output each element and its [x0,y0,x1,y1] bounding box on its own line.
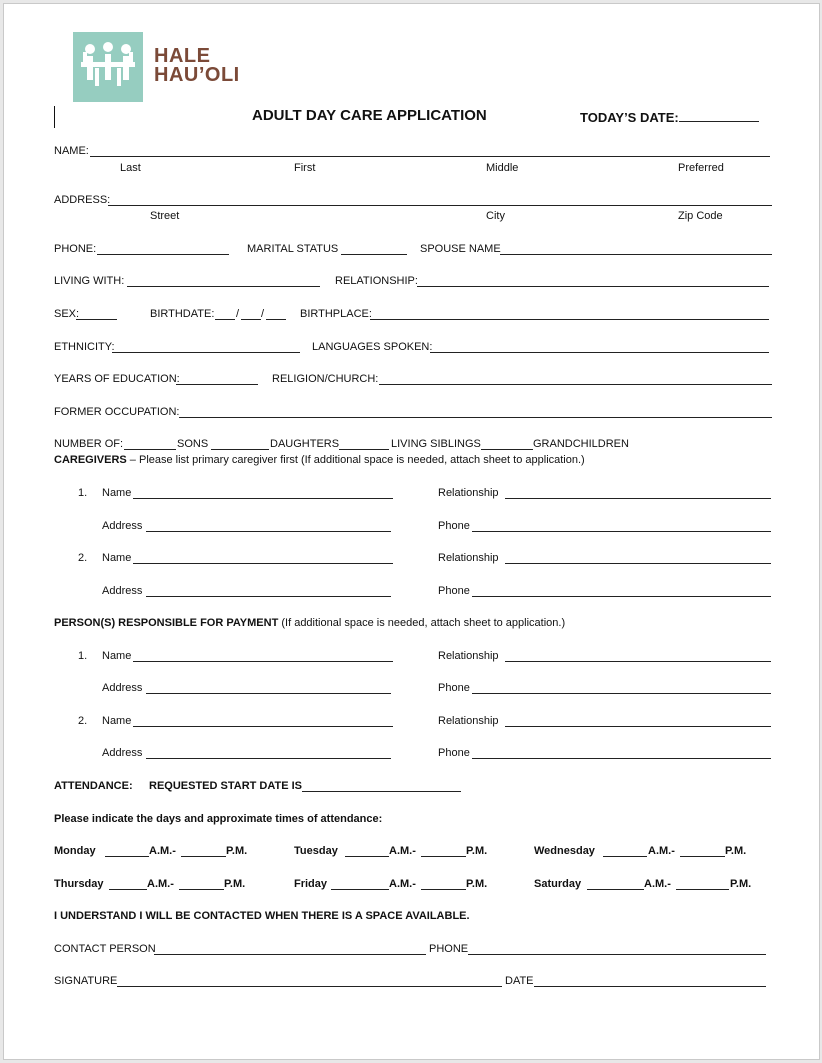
siblings-label: LIVING SIBLINGS [391,438,481,450]
occupation-label: FORMER OCCUPATION: [54,406,180,418]
marital-status-label: MARITAL STATUS [247,243,339,255]
caregiver-1-number: 1. [78,487,88,499]
payer-2-address-blank[interactable] [146,758,391,759]
logo-wordmark [154,47,240,85]
caregiver-1-name-label: Name [102,487,132,499]
wednesday-label: Wednesday [534,845,595,857]
monday-pm-blank[interactable] [181,856,226,857]
caregiver-2-name-label: Name [102,552,132,564]
caregiver-1-phone-blank[interactable] [472,531,771,532]
birthdate-sep-1: / [236,308,240,320]
payer-1-name-label: Name [102,650,132,662]
payment-heading-bold: PERSON(S) RESPONSIBLE FOR PAYMENT [54,617,279,629]
sons-blank[interactable] [124,449,176,450]
grandchildren-blank[interactable] [481,449,533,450]
monday-pm-label: P.M. [226,845,248,857]
date-label: DATE [505,975,534,987]
payer-1-relationship-label: Relationship [438,650,499,662]
thursday-pm-label: P.M. [224,878,246,890]
languages-label: LANGUAGES SPOKEN: [312,341,433,353]
tuesday-pm-blank[interactable] [421,856,466,857]
religion-label: RELIGION/CHURCH: [272,373,379,385]
payer-1-number: 1. [78,650,88,662]
marital-status-blank[interactable] [341,254,407,255]
todays-date-label: TODAY’S DATE: [580,110,679,125]
caregiver-1-relationship-blank[interactable] [505,498,771,499]
address-sub-zip: Zip Code [678,210,723,222]
wednesday-pm-blank[interactable] [680,856,725,857]
contact-phone-label: PHONE [429,943,469,955]
living-with-label: LIVING WITH: [54,275,125,287]
friday-label: Friday [294,878,328,890]
wednesday-pm-label: P.M. [725,845,747,857]
payer-1-relationship-blank[interactable] [505,661,771,662]
logo-mark [73,32,143,102]
sex-blank[interactable] [76,319,117,320]
understand-notice: I UNDERSTAND I WILL BE CONTACTED WHEN THERE IS A SPACE AVAILABLE. [54,910,470,922]
payer-2-phone-blank[interactable] [472,758,771,759]
spouse-name-blank[interactable] [500,254,772,255]
address-sub-city: City [486,210,505,222]
caregivers-heading [54,454,585,467]
address-label: ADDRESS: [54,194,111,206]
caregiver-1-address-label: Address [102,520,143,532]
sex-label: SEX: [54,308,80,320]
start-date-label: REQUESTED START DATE IS [149,780,302,792]
thursday-pm-blank[interactable] [179,889,224,890]
payment-heading [54,617,565,630]
payer-1-address-blank[interactable] [146,693,391,694]
payer-2-relationship-label: Relationship [438,715,499,727]
caregiver-1-address-blank[interactable] [146,531,391,532]
birthdate-year-blank[interactable] [266,319,286,320]
daughters-blank[interactable] [211,449,269,450]
tuesday-am-label: A.M.- [389,845,416,857]
name-blank[interactable] [90,156,770,157]
logo-line-1: HALE [154,45,211,67]
saturday-pm-blank[interactable] [676,889,729,890]
living-with-blank[interactable] [127,286,320,287]
saturday-am-label: A.M.- [644,878,671,890]
friday-pm-blank[interactable] [421,889,466,890]
caregiver-2-relationship-label: Relationship [438,552,499,564]
birthdate-sep-2: / [261,308,265,320]
document-page [3,3,820,1060]
payer-2-phone-label: Phone [438,747,470,759]
caregiver-1-name-blank[interactable] [133,498,393,499]
friday-am-blank[interactable] [331,889,389,890]
ethnicity-blank[interactable] [112,352,300,353]
birthdate-label: BIRTHDATE: [150,308,215,320]
days-heading: Please indicate the days and approximate times of attendance: [54,813,383,825]
caregiver-2-name-blank[interactable] [133,563,393,564]
tuesday-label: Tuesday [294,845,338,857]
name-sub-preferred: Preferred [678,162,724,174]
relationship-label: RELATIONSHIP: [335,275,418,287]
date-blank[interactable] [534,986,766,987]
thursday-label: Thursday [54,878,104,890]
religion-blank[interactable] [379,384,772,385]
occupation-blank[interactable] [179,417,772,418]
attendance-label: ATTENDANCE: [54,780,133,792]
caregiver-2-phone-label: Phone [438,585,470,597]
start-date-blank[interactable] [302,791,461,792]
caregiver-2-address-label: Address [102,585,143,597]
birthdate-month-blank[interactable] [215,319,235,320]
name-label: NAME: [54,145,89,157]
payer-2-name-label: Name [102,715,132,727]
thursday-am-label: A.M.- [147,878,174,890]
wednesday-am-label: A.M.- [648,845,675,857]
signature-blank[interactable] [117,986,502,987]
payer-2-number: 2. [78,715,88,727]
caregiver-1-relationship-label: Relationship [438,487,499,499]
name-sub-first: First [294,162,316,174]
payer-1-phone-blank[interactable] [472,693,771,694]
people-icon [73,32,143,102]
todays-date-blank[interactable] [679,111,759,122]
friday-am-label: A.M.- [389,878,416,890]
payer-2-address-label: Address [102,747,143,759]
payer-2-relationship-blank[interactable] [505,726,771,727]
signature-label: SIGNATURE [54,975,118,987]
friday-pm-label: P.M. [466,878,488,890]
monday-label: Monday [54,845,96,857]
tuesday-am-blank[interactable] [345,856,389,857]
name-sub-middle: Middle [486,162,519,174]
payer-1-name-blank[interactable] [133,661,393,662]
birthdate-day-blank[interactable] [241,319,261,320]
text-cursor [54,106,55,128]
thursday-am-blank[interactable] [109,889,147,890]
contact-phone-blank[interactable] [468,954,766,955]
spouse-name-label: SPOUSE NAME [420,243,501,255]
ethnicity-label: ETHNICITY: [54,341,115,353]
caregiver-2-relationship-blank[interactable] [505,563,771,564]
caregivers-heading-bold: CAREGIVERS [54,454,127,466]
saturday-label: Saturday [534,878,582,890]
address-blank[interactable] [108,205,772,206]
caregiver-2-address-blank[interactable] [146,596,391,597]
form-title: ADULT DAY CARE APPLICATION [252,107,487,124]
grandchildren-label: GRANDCHILDREN [533,438,629,450]
payment-note: (If additional space is needed, attach sheet to application.) [278,617,566,629]
monday-am-blank[interactable] [105,856,149,857]
tuesday-pm-label: P.M. [466,845,488,857]
contact-person-blank[interactable] [154,954,426,955]
payer-1-phone-label: Phone [438,682,470,694]
monday-am-label: A.M.- [149,845,176,857]
address-sub-street: Street [150,210,180,222]
payer-2-name-blank[interactable] [133,726,393,727]
number-of-label: NUMBER OF: [54,438,124,450]
education-blank[interactable] [176,384,258,385]
daughters-label: DAUGHTERS [270,438,340,450]
wednesday-am-blank[interactable] [603,856,647,857]
todays-date-field[interactable] [580,110,759,125]
languages-blank[interactable] [430,352,769,353]
payer-1-address-label: Address [102,682,143,694]
sons-label: SONS [177,438,209,450]
caregivers-note: – Please list primary caregiver first (If additional space is needed, attach sheet to application.) [126,454,585,466]
caregiver-1-phone-label: Phone [438,520,470,532]
name-sub-last: Last [120,162,141,174]
saturday-am-blank[interactable] [587,889,644,890]
contact-person-label: CONTACT PERSON [54,943,156,955]
birthplace-label: BIRTHPLACE: [300,308,372,320]
phone-blank[interactable] [97,254,229,255]
siblings-blank[interactable] [339,449,389,450]
relationship-blank[interactable] [417,286,769,287]
caregiver-2-phone-blank[interactable] [472,596,771,597]
birthplace-blank[interactable] [370,319,769,320]
saturday-pm-label: P.M. [730,878,752,890]
caregiver-2-number: 2. [78,552,88,564]
phone-label: PHONE: [54,243,97,255]
logo-line-2: HAU’OLI [154,64,240,86]
education-label: YEARS OF EDUCATION: [54,373,180,385]
